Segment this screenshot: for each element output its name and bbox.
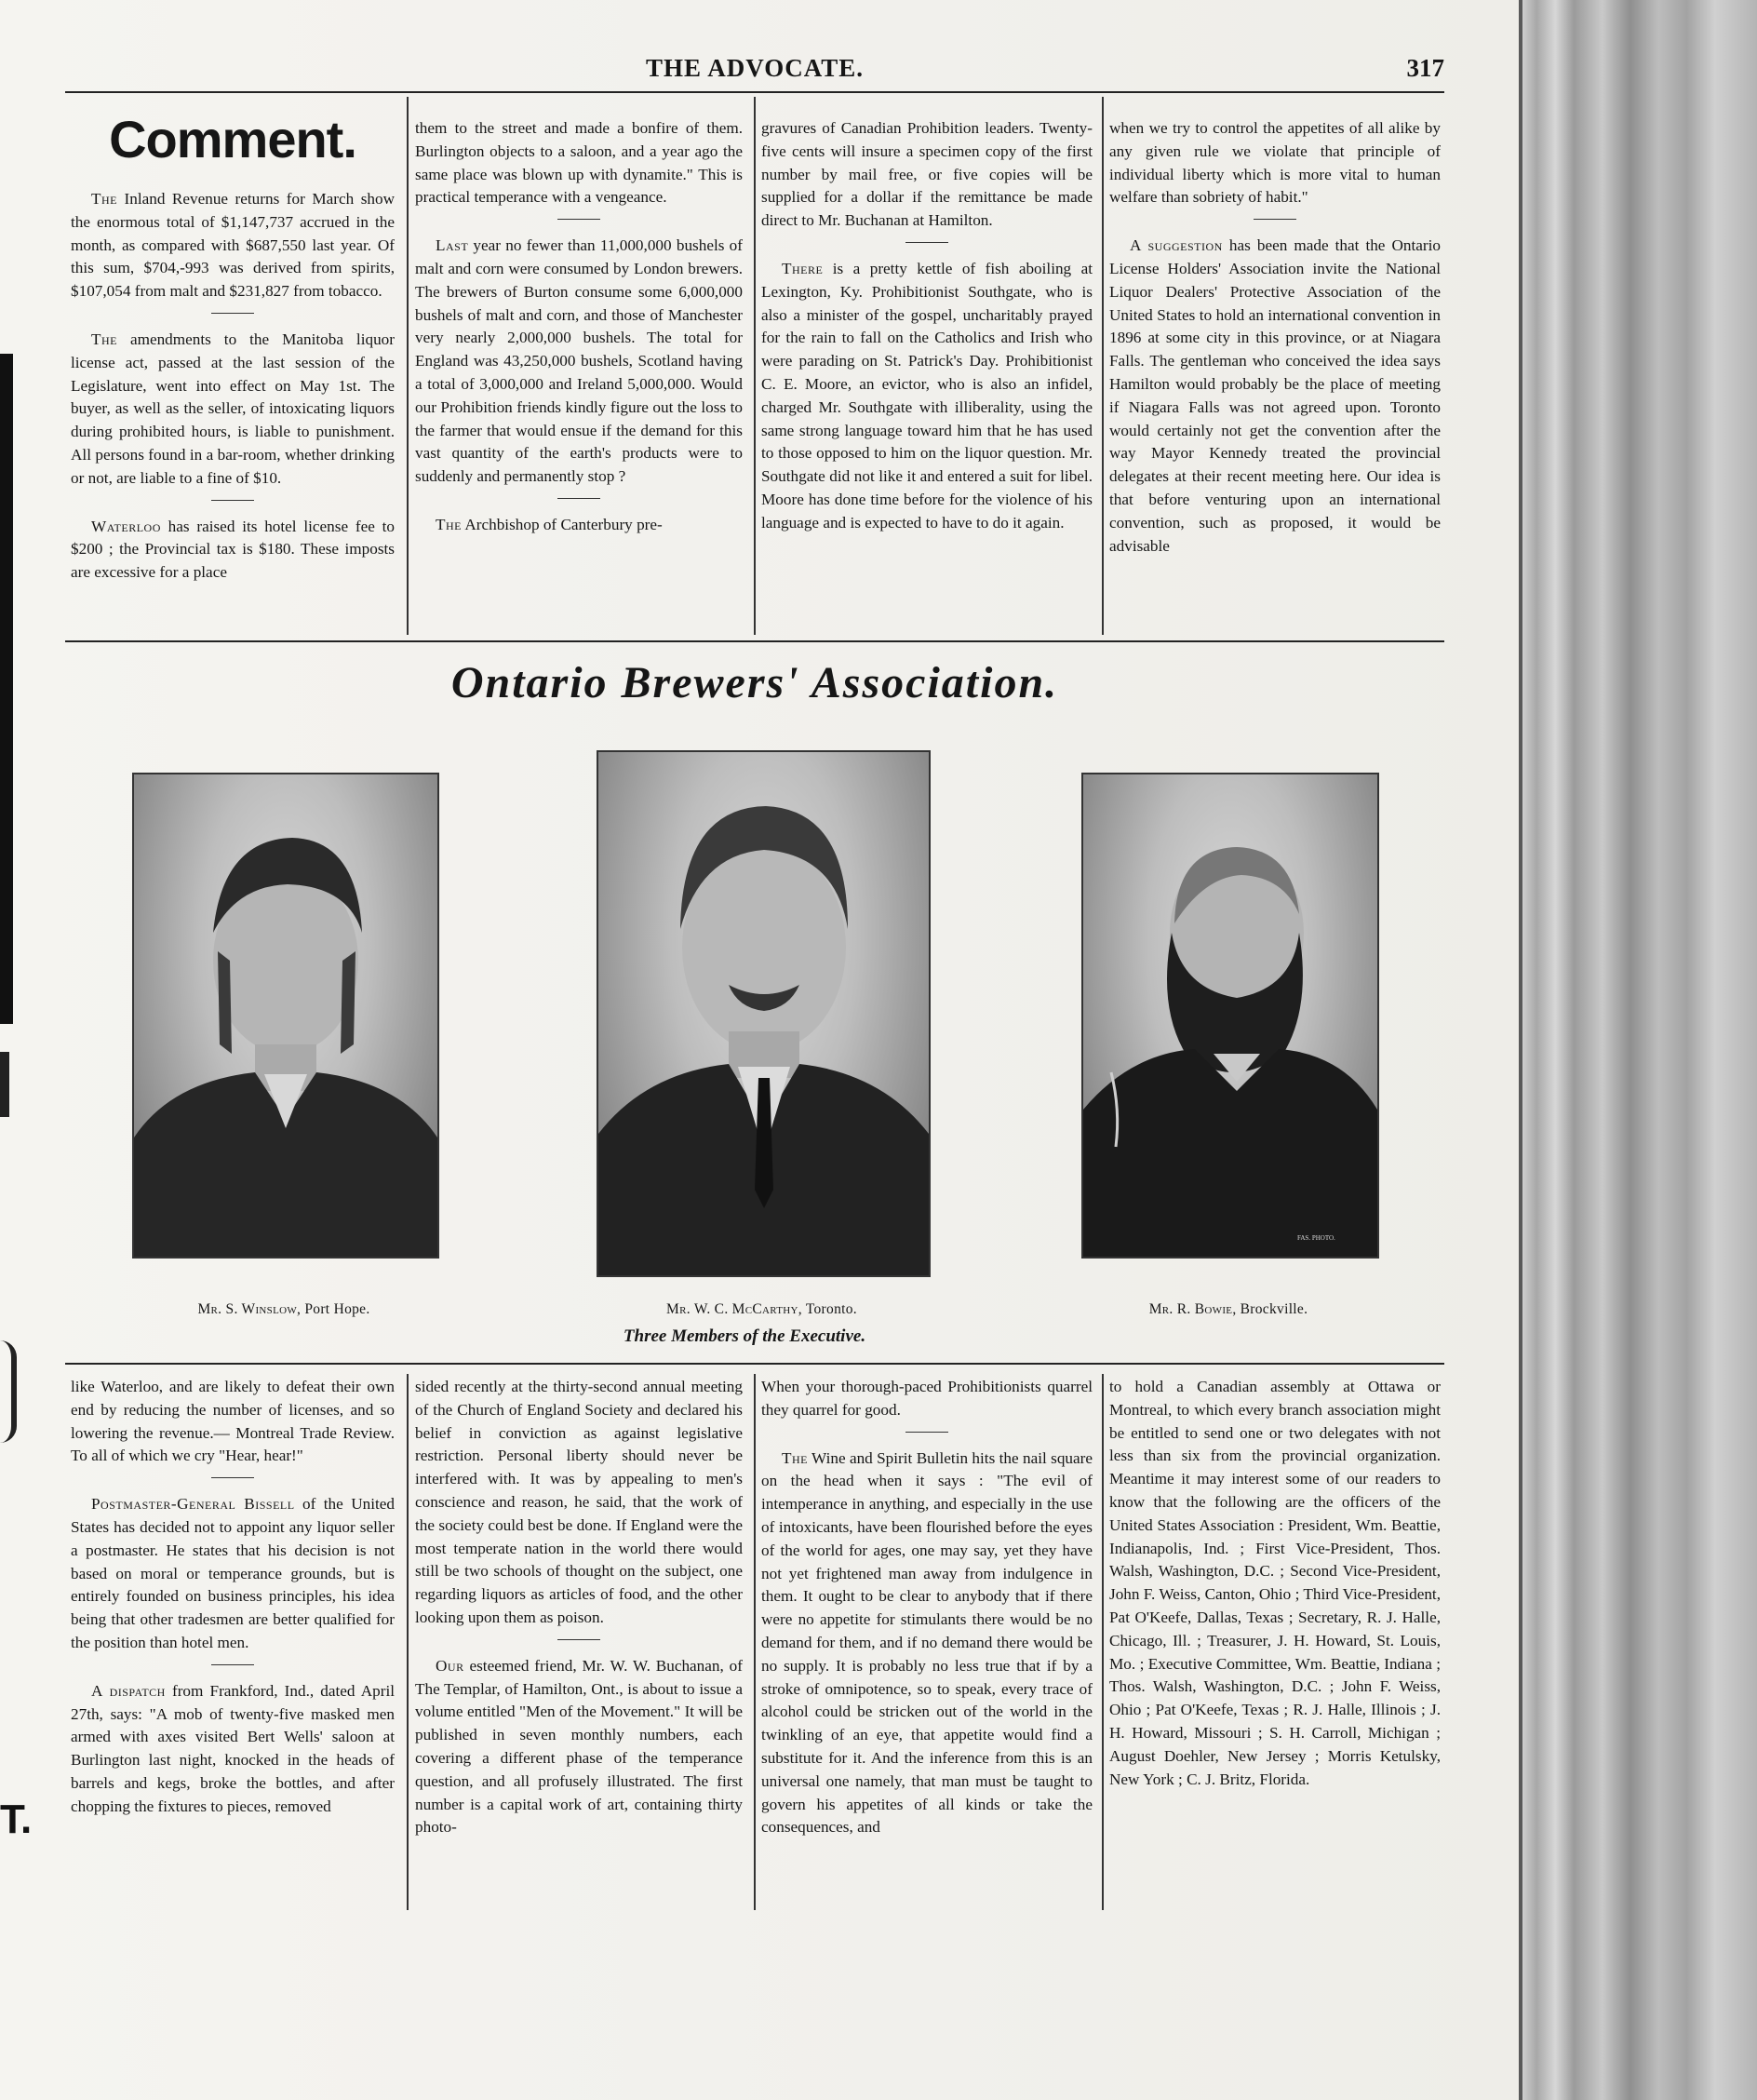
paragraph-separator — [557, 498, 600, 499]
paragraph-lead: Postmaster-General Bissell — [91, 1495, 295, 1514]
section-title: Ontario Brewers' Association. — [450, 658, 1059, 707]
paragraph-text: Archbishop of Canterbury pre- — [462, 515, 663, 533]
masthead — [65, 54, 1444, 91]
comment-column-3 — [761, 117, 1093, 545]
paragraph-text: to hold a Canadian assembly at Ottawa or Montreal, to which every branch association might be entitled to send one or two delegates with not less than six from the provincial organization. Meantime it may interest some of our readers to know that the following are the officers of the United States Association : President, Wm. Beattie, Indianapolis, Ind. ; First Vice-President, Thos. Walsh, Washington, D.C. ; Second Vice-President, John F. Weiss, Canton, Ohio ; Third Vice-President, Pat O'Keefe, Dallas, Texas ; Secretary, R. J. Halle, Chicago, Ill. ; Treasurer, J. H. Howard, St. Louis, Mo. ; Executive Committee, Wm. Beattie, Indiana ; Thos. Walsh, Washington, D.C. ; John F. Weiss, Ohio ; Pat O'Keefe, Texas ; R. J. Halle, Illinois ; J. H. Howard, Missouri ; S. H. Carroll, Michigan ; August Doehler, New Jersey ; Morris Ketulsky, New York ; C. J. Britz, Florida. — [1109, 1378, 1441, 1788]
section-rule — [65, 1363, 1444, 1365]
left-page-edge-mark — [0, 354, 13, 1024]
masthead-rule — [65, 91, 1444, 93]
paragraph-text: gravures of Canadian Prohibition leaders. Twenty-five cents will insure a specimen copy of the first number by mail free, or five copies will be supplied for a dollar if the remittance be made direct to Mr. Buchanan at Hamilton. — [761, 119, 1093, 230]
paragraph-separator — [211, 500, 254, 501]
lower-column-3 — [761, 1376, 1093, 1849]
paragraph-separator — [211, 1664, 254, 1665]
comment-column-1 — [71, 97, 395, 594]
paragraph-text: has been made that the Ontario License Holders' Association invite the National Liquor Dealers' Protective Association of the United States to hold an international convention in 1896 at some city in this province, or at Niagara Falls. The gentleman who conceived the idea says Hamilton would probably be the place of meeting if Niagara Falls was not agreed upon. Toronto would certainly not get the convention after the way Mayor Kennedy treated the provincial delegates at their recent meeting here. Our idea is that before venturing upon an international convention, such as proposed, it would be advisable — [1109, 236, 1441, 555]
paragraph-lead: The — [436, 515, 462, 533]
paragraph-separator — [905, 242, 948, 243]
portrait-caption-2 — [577, 1301, 946, 1318]
portrait-place: , Brockville. — [1232, 1301, 1308, 1317]
article-paragraph — [71, 329, 395, 491]
comment-heading: Comment. — [109, 110, 356, 168]
paragraph-text: when we try to control the appetites of all alike by any given rule we violate that principle of individual liberty which is more vital to human welfare than sobriety of habit." — [1109, 119, 1441, 207]
paragraph-text: When your thorough-paced Prohibitionists quarrel they quarrel for good. — [761, 1378, 1093, 1419]
paragraph-separator — [211, 1477, 254, 1478]
article-paragraph — [415, 117, 743, 209]
article-paragraph — [1109, 235, 1441, 558]
binding-gutter-line — [1519, 0, 1522, 2100]
article-paragraph — [71, 188, 395, 303]
paragraph-lead: Our — [436, 1656, 464, 1675]
article-paragraph — [415, 1376, 743, 1630]
column-rule — [407, 1374, 409, 1910]
paragraph-text: Wine and Spirit Bulletin hits the nail square on the head when it says : "The evil of intemperance in anything, and especially in the use of intoxicants, have been flourished before the eyes of the world for ages, one may say, yet they have not yet frightened man away from indulgence in them. It ought to be clear to anybody that if there were no appetite for stimulants there would be no demand for them, and if no demand there would be no supply. It is probably no less true that if by a stroke of omnipotence, so to speak, every trace of alcohol could be stricken out of the world in the twinkling of an eye, that appetite would find a substitute for it. And the inference from this is an universal one namely, that man must be taught to govern his appetites of all kinds or take the consequences, and — [761, 1448, 1093, 1837]
paragraph-text: is a pretty kettle of fish aboiling at Lexington, Ky. Prohibitionist Southgate, who is also a minister of the gospel, uncharitably prayed for the rain to fall on the Catholics and Irish who were parading on St. Patrick's Day. Prohibitionist C. E. Moore, an evictor, who is also an infidel, charged Mr. Southgate with illiberality, using the same strong language toward him that he has used to those opposed to him on the liquor question. Mr. Southgate did not like it and entered a suit for libel. Moore has done time before for the violence of his language and is expected to have to do it again. — [761, 259, 1093, 532]
article-paragraph — [1109, 1376, 1441, 1791]
article-paragraph — [761, 1376, 1093, 1422]
article-paragraph — [415, 1655, 743, 1839]
paragraph-lead: There — [782, 259, 824, 277]
photo-credit: FAS. PHOTO. — [1297, 1234, 1335, 1242]
paragraph-text: year no fewer than 11,000,000 bushels of malt and corn were consumed by London brewers. The brewers of Burton consume some 6,000,000 bushels of malt and corn, and those of Manchester very nearly 2,000,000 bushels. The total for England was 43,250,000 bushels, Scotland having a total of 3,000,000 and Ireland 5,000,000. Would our Prohibition friends kindly figure out the loss to the farmer that would ensue if the demand for this vast quantity of the earth's products were to suddenly and permanently stop ? — [415, 236, 743, 486]
portrait-name: Mr. W. C. McCarthy — [666, 1301, 798, 1317]
paragraph-lead: Last — [436, 236, 469, 255]
book-binding-edge — [1522, 0, 1757, 2100]
article-paragraph — [1109, 117, 1441, 209]
paragraph-separator — [211, 313, 254, 314]
paragraph-separator — [1254, 219, 1296, 220]
left-edge-letters: T. — [0, 1797, 33, 1842]
paragraph-text: like Waterloo, and are likely to defeat their own end by reducing the number of licenses, and so lowering the revenue.— Montreal Trade Review. To all of which we cry "Hear, hear!" — [71, 1378, 395, 1465]
portrait-winslow — [132, 773, 439, 1259]
lower-column-4 — [1109, 1376, 1441, 1800]
paragraph-separator — [557, 1639, 600, 1640]
newspaper-title: THE ADVOCATE. — [646, 54, 864, 82]
portrait-caption-3 — [1061, 1301, 1396, 1318]
portrait-place: , Port Hope. — [297, 1301, 370, 1317]
paragraph-separator — [905, 1432, 948, 1433]
article-paragraph — [415, 235, 743, 489]
paragraph-lead: The — [782, 1448, 808, 1467]
column-rule — [754, 1374, 756, 1910]
paragraph-text: them to the street and made a bonfire of them. Burlington objects to a saloon, and a year ago the same place was blown up with dynamite." This is practical temperance with a vengeance. — [415, 119, 743, 207]
article-paragraph — [71, 1493, 395, 1655]
article-paragraph — [71, 1376, 395, 1468]
comment-column-4 — [1109, 117, 1441, 567]
article-paragraph — [761, 258, 1093, 535]
executive-caption: Three Members of the Executive. — [623, 1326, 866, 1346]
column-rule — [407, 97, 409, 635]
column-rule — [1102, 97, 1104, 635]
portrait-place: , Toronto. — [798, 1301, 857, 1317]
paragraph-text: esteemed friend, Mr. W. W. Buchanan, of The Templar, of Hamilton, Ont., is about to issue a volume entitled "Men of the Movement." It will be published in seven monthly numbers, each covering a different phase of the temperance question, and all profusely illustrated. The first number is a capital work of art, containing thirty photo- — [415, 1656, 743, 1837]
portrait-bowie — [1081, 773, 1379, 1259]
paragraph-text: has raised its hotel license fee to $200 ; the Provincial tax is $180. These imposts are excessive for a place — [71, 517, 395, 582]
portrait-name: Mr. R. Bowie — [1148, 1301, 1233, 1317]
paragraph-lead: The — [91, 190, 117, 208]
paragraph-text: amendments to the Manitoba liquor license act, passed at the last session of the Legislature, went into effect on May 1st. The buyer, as well as the seller, of intoxicating liquors during prohibited hours, is liable to punishment. All persons found in a bar-room, whether drinking or not, are liable to a fine of $10. — [71, 330, 395, 487]
paragraph-lead: A suggestion — [1130, 236, 1223, 255]
section-rule — [65, 640, 1444, 642]
lower-column-2 — [415, 1376, 743, 1849]
column-rule — [754, 97, 756, 635]
paragraph-text: from Frankford, Ind., dated April 27th, says: "A mob of twenty-five masked men armed with axes visited Bert Wells' saloon at Burlington last night, knocked in the heads of barrels and kegs, broke the bottles, and after chopping the fixtures to pieces, removed — [71, 1681, 395, 1815]
paragraph-text: Inland Revenue returns for March show the enormous total of $1,147,737 accrued in the month, as compared with $687,550 last year. Of this sum, $704,-993 was derived from spirits, $107,054 from malt and $231,827 from tobacco. — [71, 190, 395, 301]
page-number: 317 — [1406, 54, 1444, 82]
paragraph-lead: The — [91, 330, 117, 348]
article-paragraph — [71, 516, 395, 585]
left-page-edge-mark-small — [0, 1052, 9, 1117]
article-paragraph — [415, 514, 743, 537]
portrait-name: Mr. S. Winslow — [197, 1301, 298, 1317]
paragraph-separator — [557, 219, 600, 220]
column-rule — [1102, 1374, 1104, 1910]
article-paragraph — [761, 1447, 1093, 1840]
portrait-mccarthy — [597, 750, 931, 1277]
paragraph-lead: A dispatch — [91, 1681, 166, 1700]
paragraph-text: of the United States has decided not to appoint any liquor seller a postmaster. He states that his decision is not based on moral or temperance grounds, but is entirely founded on business principles, his idea being that other tradesmen are better qualified for the position than hotel men. — [71, 1495, 395, 1651]
article-paragraph — [761, 117, 1093, 233]
paragraph-text: sided recently at the thirty-second annual meeting of the Church of England Society and declared his belief in conviction as against legislative restriction. Personal liberty should never be interfered with. It was by appealing to men's conscience and reason, he said, that the work of the society could best be done. If England were the most temperate nation in the world there would still be two schools of thought on the subject, one regarding liquors as articles of food, and the other looking upon them as poison. — [415, 1378, 743, 1626]
left-page-edge-curve — [0, 1340, 17, 1443]
paragraph-lead: Waterloo — [91, 517, 161, 535]
portrait-caption-1 — [132, 1301, 436, 1318]
lower-column-1 — [71, 1376, 395, 1828]
comment-column-2 — [415, 117, 743, 546]
article-paragraph — [71, 1680, 395, 1819]
